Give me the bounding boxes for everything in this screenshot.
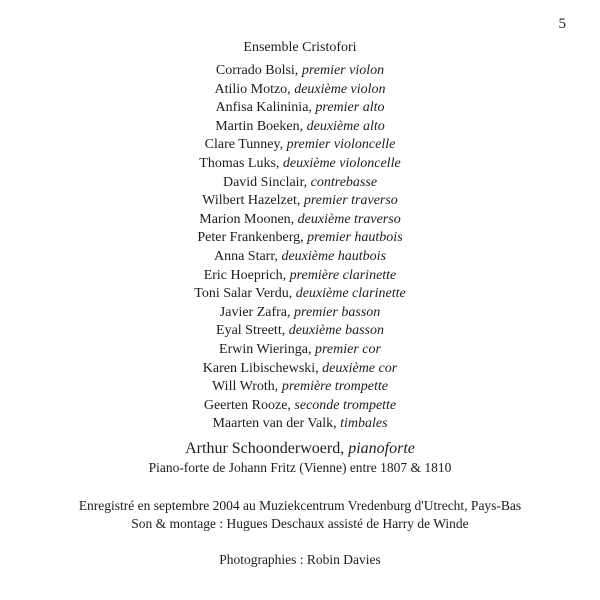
member-role: timbales	[340, 416, 388, 432]
member-line	[0, 192, 600, 211]
member-role: deuxième cor	[322, 360, 398, 376]
member-name: Javier Zafra,	[219, 304, 295, 320]
member-role: deuxième hautbois	[281, 248, 387, 264]
member-role: deuxième clarinette	[295, 286, 406, 302]
member-line	[0, 99, 600, 118]
member-role: deuxième basson	[288, 323, 384, 339]
member-name: Toni Salar Verdu,	[194, 286, 296, 302]
soloist-name: Arthur Schoonderwoerd,	[185, 440, 349, 457]
member-role: premier alto	[315, 100, 385, 116]
member-name: Clare Tunney,	[204, 137, 287, 153]
member-line	[0, 136, 600, 155]
member-role: deuxième violoncelle	[282, 155, 401, 171]
member-line	[0, 415, 600, 434]
soloist-line	[0, 440, 600, 458]
member-role: premier cor	[315, 341, 381, 357]
member-line	[0, 211, 600, 230]
member-line	[0, 229, 600, 248]
member-name: Marion Moonen,	[199, 211, 298, 227]
member-line	[0, 155, 600, 174]
member-line	[0, 378, 600, 397]
member-name: Eric Hoeprich,	[203, 267, 290, 283]
soloist-role: pianoforte	[348, 440, 415, 457]
member-name: Wilbert Hazelzet,	[202, 193, 304, 209]
member-name: Anfisa Kalininia,	[215, 100, 316, 116]
member-role: première trompette	[281, 379, 388, 395]
member-name: Corrado Bolsi,	[215, 63, 302, 78]
member-role: deuxième alto	[306, 118, 385, 134]
member-role: premier hautbois	[307, 230, 403, 246]
member-role: deuxième violon	[294, 81, 386, 97]
member-line	[0, 341, 600, 360]
member-line	[0, 304, 600, 323]
member-line	[0, 174, 600, 193]
member-line	[0, 62, 600, 81]
member-line	[0, 285, 600, 304]
photo-credit: Photographies : Robin Davies	[219, 552, 381, 567]
instrument-note: Piano-forte de Johann Fritz (Vienne) entre 1807 & 1810	[148, 460, 452, 475]
member-line	[0, 322, 600, 341]
member-role: premier violoncelle	[286, 137, 396, 153]
member-name: David Sinclair,	[222, 174, 311, 190]
member-name: Thomas Luks,	[199, 155, 283, 171]
member-line	[0, 360, 600, 379]
member-role: contrebasse	[310, 174, 378, 190]
member-line	[0, 81, 600, 100]
member-name: Atilio Motzo,	[214, 81, 295, 97]
ensemble-title: Ensemble Cristofori	[243, 40, 357, 55]
sound-credit: Son & montage : Hugues Deschaux assisté de Harry de Winde	[131, 516, 469, 531]
page-number: 5	[558, 16, 566, 32]
member-role: première clarinette	[289, 267, 397, 283]
member-role: seconde trompette	[294, 397, 397, 413]
member-role: deuxième traverso	[297, 211, 401, 227]
member-name: Erwin Wieringa,	[219, 341, 315, 357]
member-line	[0, 267, 600, 286]
members-list	[0, 62, 600, 434]
member-name: Will Wroth,	[212, 379, 282, 395]
member-role: premier traverso	[303, 193, 398, 209]
member-role: premier violon	[301, 63, 385, 78]
member-name: Martin Boeken,	[215, 118, 307, 134]
member-name: Peter Frankenberg,	[197, 230, 308, 246]
member-name: Karen Libischewski,	[202, 360, 323, 376]
member-line	[0, 248, 600, 267]
member-name: Anna Starr,	[213, 248, 282, 264]
member-line	[0, 118, 600, 137]
member-role: premier basson	[294, 304, 381, 320]
member-line	[0, 397, 600, 416]
member-name: Eyal Streett,	[216, 323, 289, 339]
member-name: Maarten van der Valk,	[212, 416, 341, 432]
member-name: Geerten Rooze,	[203, 397, 295, 413]
recording-credit: Enregistré en septembre 2004 au Muziekcentrum Vredenburg d'Utrecht, Pays-Bas	[78, 498, 522, 513]
